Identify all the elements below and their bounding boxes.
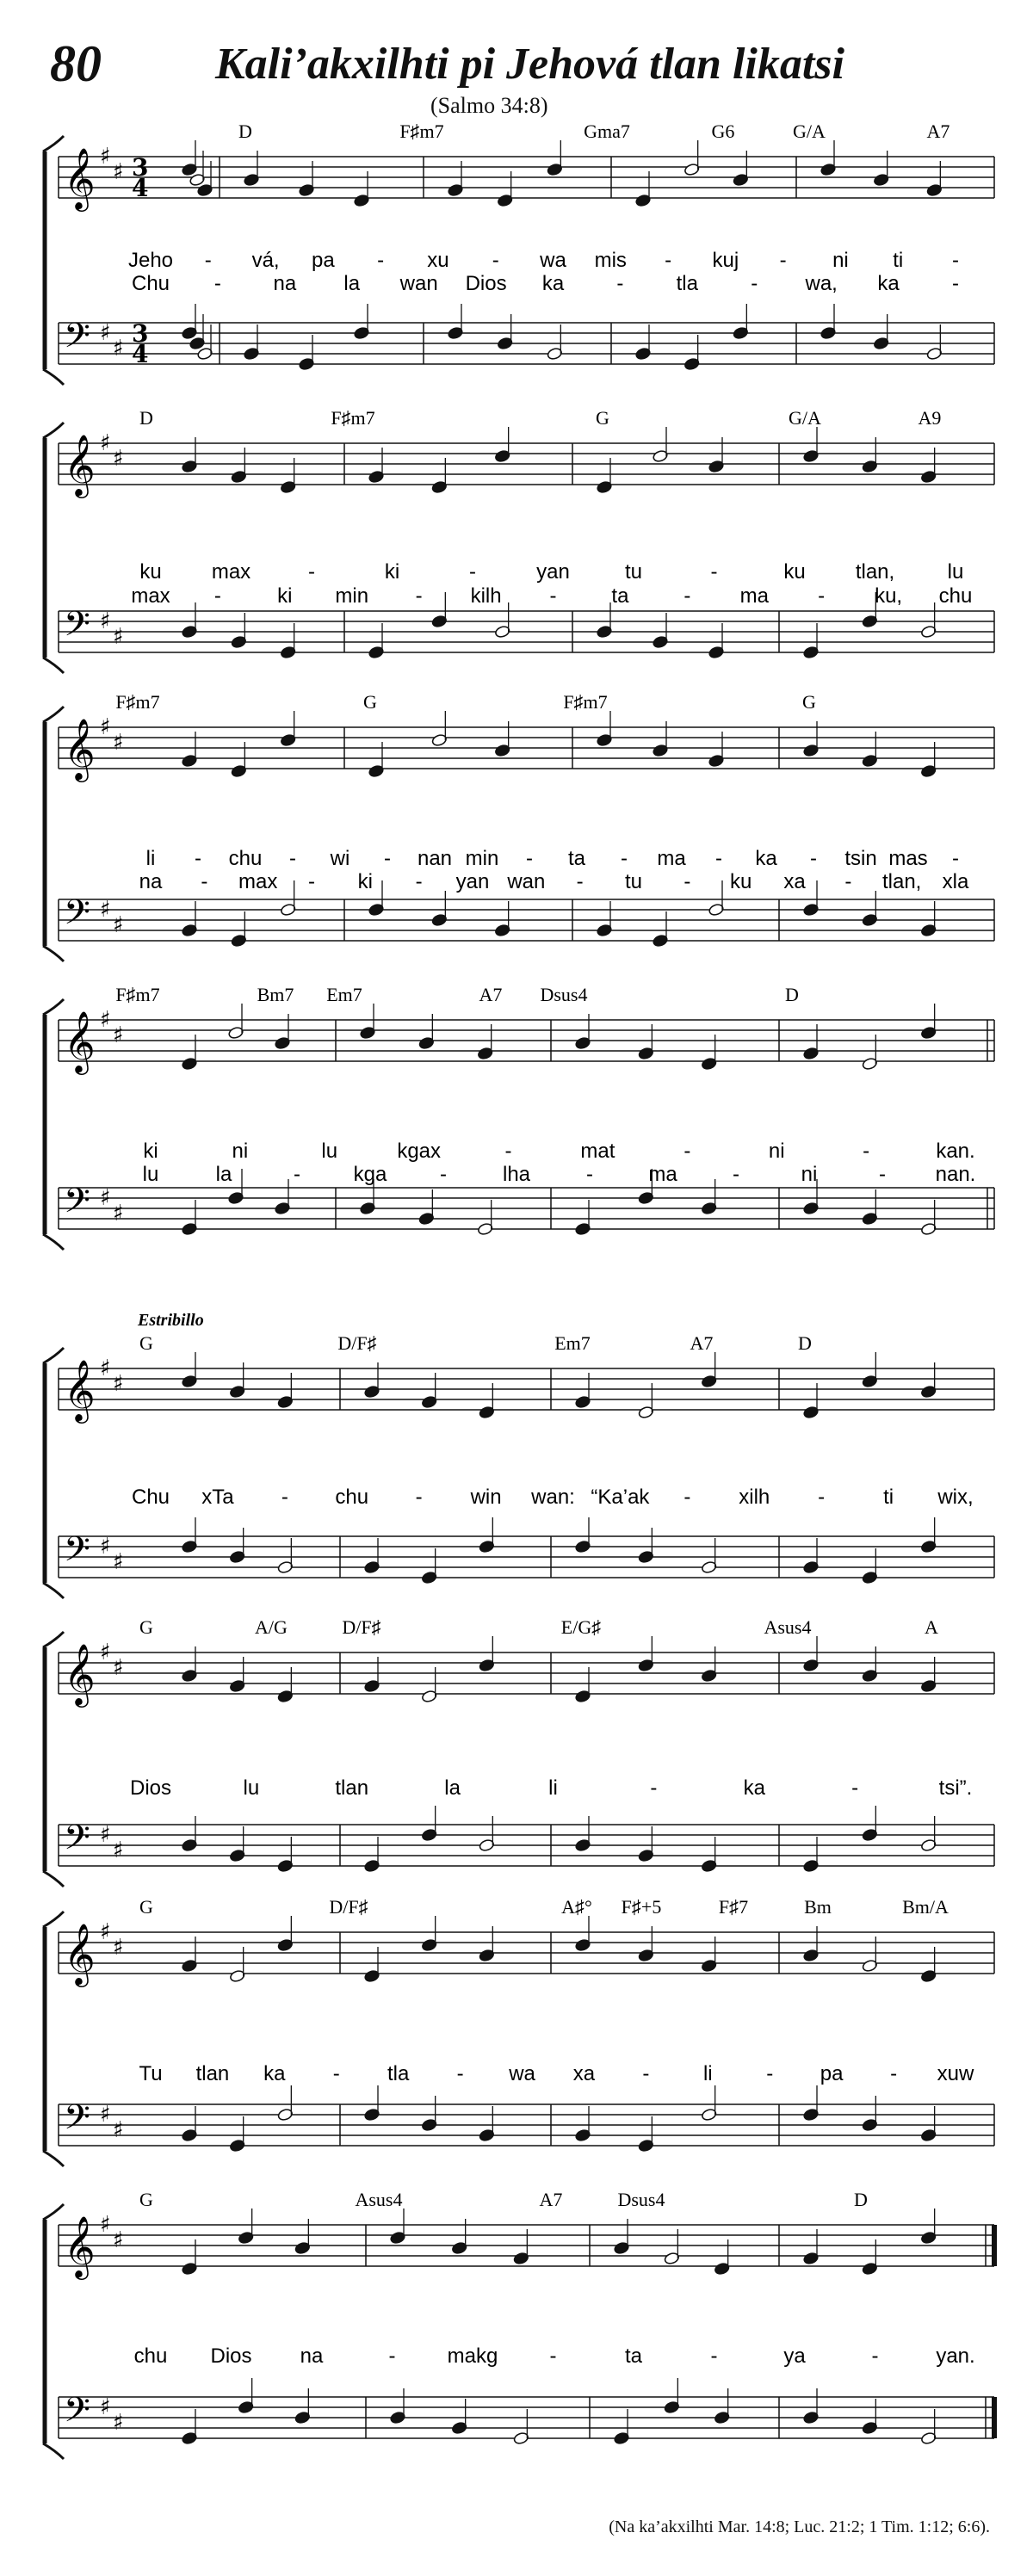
- lyric-syllable: wa,: [805, 272, 838, 295]
- lyric-syllable: ku,: [875, 584, 903, 608]
- lyric-syllable: xu: [427, 249, 449, 272]
- lyric-syllable: -: [952, 249, 959, 272]
- system-bracket: [43, 1912, 64, 1927]
- chord-symbol: F♯m7: [115, 984, 160, 1005]
- lyric-syllable: -: [289, 847, 296, 870]
- lyric-syllable: na: [300, 2344, 324, 2368]
- lyric-syllable: wan: [507, 870, 546, 893]
- bass-clef-icon: 𝄢: [64, 2390, 90, 2438]
- music-system: [43, 1311, 994, 1598]
- system-bracket: [43, 2204, 64, 2220]
- chord-symbol: Asus4: [355, 2189, 403, 2210]
- lyric-syllable: yan: [455, 870, 490, 893]
- chord-symbol: G: [802, 691, 816, 713]
- system-bracket: [43, 1871, 64, 1887]
- system-bracket: [43, 2443, 64, 2459]
- lyric-syllable: lu: [321, 1140, 338, 1163]
- lyric-syllable: ka: [263, 2062, 286, 2085]
- bass-clef-icon: 𝄢: [64, 316, 90, 364]
- bass-clef-icon: 𝄢: [64, 2097, 90, 2146]
- lyric-syllable: lu: [947, 560, 964, 584]
- chord-symbol: Bm7: [257, 984, 294, 1005]
- chord-symbol: D: [238, 120, 252, 142]
- lyric-syllable: -: [504, 1140, 512, 1163]
- sharp-icon: ♯: [100, 430, 111, 456]
- chord-symbol: D/F♯: [342, 1616, 381, 1638]
- chord-symbol: F♯m7: [399, 120, 444, 142]
- bass-clef-icon: 𝄢: [64, 1529, 90, 1578]
- lyric-syllable: kilh: [470, 584, 502, 608]
- chord-symbol: G: [139, 1616, 153, 1638]
- sharp-icon: ♯: [100, 1640, 111, 1665]
- lyric-syllable: -: [308, 560, 315, 584]
- lyric-syllable: ka: [755, 847, 777, 870]
- time-signature: 4: [132, 340, 149, 368]
- lyric-syllable: li: [548, 1776, 558, 1800]
- sharp-icon: ♯: [100, 2212, 111, 2238]
- lyric-syllable: -: [549, 584, 557, 608]
- lyric-syllable: “Ka’ak: [591, 1486, 650, 1509]
- sharp-icon: ♯: [113, 2410, 124, 2436]
- lyric-syllable: kuj: [712, 249, 739, 272]
- sharp-icon: ♯: [113, 159, 124, 185]
- system-bracket: [43, 369, 64, 385]
- sharp-icon: ♯: [113, 336, 124, 361]
- lyric-syllable: makg: [447, 2344, 498, 2368]
- chord-symbol: A7: [539, 2189, 563, 2210]
- lyric-syllable: -: [952, 847, 959, 870]
- sharp-icon: ♯: [100, 1356, 111, 1381]
- music-system: [43, 1616, 994, 1887]
- time-signature: 4: [132, 174, 149, 202]
- lyric-syllable: kgax: [397, 1140, 442, 1163]
- lyric-syllable: -: [204, 249, 212, 272]
- sharp-icon: ♯: [113, 730, 124, 756]
- lyric-syllable: wa: [509, 2062, 535, 2085]
- sharp-icon: ♯: [113, 1838, 124, 1863]
- footnote-references: (Na ka’akxilhti Mar. 14:8; Luc. 21:2; 1 Tim. 1:12; 6:6).: [609, 2517, 990, 2536]
- treble-clef-icon: 𝄞: [64, 1010, 96, 1072]
- chord-symbol: D/F♯: [337, 1332, 377, 1354]
- lyric-syllable: -: [733, 1163, 739, 1186]
- lyric-syllable: chu: [938, 584, 973, 608]
- chord-symbol: F♯m7: [115, 691, 160, 713]
- lyric-syllable: la: [215, 1163, 232, 1186]
- sharp-icon: ♯: [100, 2102, 111, 2128]
- lyric-syllable: -: [779, 249, 787, 272]
- lyric-syllable: Chu: [131, 272, 170, 295]
- lyric-syllable: win: [470, 1486, 502, 1509]
- lyric-syllable: -: [766, 2062, 774, 2085]
- lyric-syllable: -: [710, 2344, 718, 2368]
- chord-symbol: D: [854, 2189, 868, 2210]
- lyric-syllable: pa: [312, 249, 335, 272]
- sharp-icon: ♯: [113, 624, 124, 650]
- lyric-syllable: -: [715, 847, 722, 870]
- lyric-syllable: xa: [572, 2062, 596, 2085]
- treble-clef-icon: 𝄞: [64, 146, 96, 209]
- lyric-syllable: -: [388, 2344, 396, 2368]
- lyric-syllable: tlan,: [855, 560, 895, 584]
- sharp-icon: ♯: [100, 897, 111, 923]
- chord-symbol: G: [596, 407, 609, 429]
- music-system: [43, 120, 994, 385]
- lyric-syllable: -: [710, 560, 718, 584]
- lyric-syllable: tlan: [195, 2062, 230, 2085]
- chord-symbol: F♯7: [718, 1896, 749, 1918]
- chord-symbol: F♯+5: [621, 1896, 662, 1918]
- lyric-syllable: na: [139, 870, 163, 893]
- system-bracket: [43, 999, 64, 1015]
- lyric-syllable: -: [810, 847, 817, 870]
- lyric-syllable: wix,: [937, 1486, 974, 1509]
- lyric-syllable: ya: [783, 2344, 806, 2368]
- lyric-syllable: Chu: [131, 1486, 170, 1509]
- lyric-syllable: wan:: [531, 1486, 575, 1509]
- lyric-syllable: ni: [232, 1140, 249, 1163]
- bass-clef-icon: 𝄢: [64, 1818, 90, 1866]
- lyric-syllable: -: [415, 870, 423, 893]
- system-bracket: [43, 136, 64, 151]
- lyric-syllable: max: [238, 870, 278, 893]
- lyric-syllable: -: [851, 1776, 859, 1800]
- lyric-syllable: -: [492, 249, 499, 272]
- sharp-icon: ♯: [113, 1022, 124, 1048]
- treble-clef-icon: 𝄞: [64, 2215, 96, 2277]
- sharp-icon: ♯: [100, 608, 111, 634]
- sharp-icon: ♯: [113, 2117, 124, 2143]
- chord-symbol: Gma7: [584, 120, 630, 142]
- lyric-syllable: -: [879, 1163, 886, 1186]
- sharp-icon: ♯: [113, 1201, 124, 1226]
- lyric-syllable: vá,: [251, 249, 280, 272]
- chord-symbol: Em7: [554, 1332, 591, 1354]
- lyric-syllable: Tu: [139, 2062, 163, 2085]
- sharp-icon: ♯: [113, 912, 124, 938]
- lyric-syllable: ta: [611, 584, 629, 608]
- sharp-icon: ♯: [100, 320, 111, 346]
- bass-clef-icon: 𝄢: [64, 893, 90, 941]
- chord-symbol: D: [139, 407, 153, 429]
- lyric-syllable: mat: [580, 1140, 615, 1163]
- lyric-syllable: min: [465, 847, 499, 870]
- lyric-syllable: ki: [357, 870, 374, 893]
- chord-symbol: A7: [690, 1332, 714, 1354]
- lyric-syllable: xuw: [937, 2062, 974, 2085]
- lyric-syllable: tlan: [335, 1776, 369, 1800]
- sharp-icon: ♯: [100, 714, 111, 740]
- lyric-syllable: -: [201, 870, 208, 893]
- lyric-syllable: lha: [502, 1163, 531, 1186]
- lyric-syllable: -: [952, 272, 959, 295]
- lyric-syllable: lu: [243, 1776, 260, 1800]
- chord-symbol: Asus4: [764, 1616, 812, 1638]
- lyric-syllable: -: [684, 584, 691, 608]
- lyric-syllable: -: [844, 870, 852, 893]
- lyric-syllable: -: [863, 1140, 870, 1163]
- chord-symbol: Dsus4: [540, 984, 588, 1005]
- treble-clef-icon: 𝄞: [64, 1642, 96, 1705]
- lyric-syllable: -: [818, 1486, 826, 1509]
- lyric-syllable: ti: [893, 249, 904, 272]
- lyric-syllable: Dios: [210, 2344, 252, 2368]
- chord-symbol: D/F♯: [329, 1896, 368, 1918]
- system-bracket: [43, 1583, 64, 1598]
- chord-symbol: F♯m7: [563, 691, 608, 713]
- lyric-syllable: tlan,: [881, 870, 922, 893]
- sharp-icon: ♯: [100, 1534, 111, 1560]
- lyric-syllable: ma: [648, 1163, 677, 1186]
- lyric-syllable: ma: [739, 584, 769, 608]
- bass-clef-icon: 𝄢: [64, 1181, 90, 1229]
- time-signature: 3: [132, 319, 149, 348]
- lyric-syllable: ma: [657, 847, 686, 870]
- lyric-syllable: ni: [801, 1163, 818, 1186]
- lyric-syllable: yan: [536, 560, 570, 584]
- sharp-icon: ♯: [100, 144, 111, 170]
- lyric-syllable: mis: [594, 249, 627, 272]
- sharp-icon: ♯: [113, 1935, 124, 1961]
- lyric-syllable: pa: [820, 2062, 844, 2085]
- sharp-icon: ♯: [100, 1919, 111, 1945]
- lyric-syllable: lu: [142, 1163, 159, 1186]
- lyric-syllable: xa: [783, 870, 806, 893]
- treble-clef-icon: 𝄞: [64, 1358, 96, 1421]
- lyric-syllable: -: [751, 272, 758, 295]
- lyric-syllable: -: [665, 249, 672, 272]
- lyric-syllable: la: [444, 1776, 461, 1800]
- lyric-syllable: xTa: [201, 1486, 234, 1509]
- lyric-syllable: -: [890, 2062, 898, 2085]
- lyric-syllable: ni: [768, 1140, 785, 1163]
- music-system: [43, 2189, 994, 2459]
- chord-symbol: Dsus4: [617, 2189, 665, 2210]
- lyric-syllable: ki: [143, 1140, 158, 1163]
- lyric-syllable: -: [377, 249, 385, 272]
- section-label: Estribillo: [138, 1311, 204, 1330]
- sharp-icon: ♯: [100, 1185, 111, 1211]
- lyric-syllable: tu: [624, 560, 643, 584]
- lyric-syllable: -: [308, 870, 315, 893]
- system-bracket: [43, 707, 64, 722]
- lyric-syllable: kga: [353, 1163, 387, 1186]
- sharp-icon: ♯: [113, 1655, 124, 1681]
- chord-symbol: E/G♯: [560, 1616, 602, 1638]
- lyric-syllable: chu: [335, 1486, 369, 1509]
- chord-symbol: Bm/A: [902, 1896, 949, 1918]
- lyric-syllable: -: [281, 1486, 288, 1509]
- time-signature: 3: [132, 153, 149, 182]
- lyric-syllable: -: [684, 1486, 691, 1509]
- lyric-syllable: nan: [417, 847, 453, 870]
- lyric-syllable: ki: [277, 584, 293, 608]
- chord-symbol: A7: [479, 984, 503, 1005]
- lyric-syllable: ka: [877, 272, 900, 295]
- lyric-syllable: -: [195, 847, 201, 870]
- lyric-syllable: max: [211, 560, 251, 584]
- sharp-icon: ♯: [113, 2227, 124, 2253]
- lyric-syllable: -: [415, 1486, 423, 1509]
- sharp-icon: ♯: [113, 446, 124, 472]
- music-system: [43, 1896, 994, 2166]
- chord-symbol: G/A: [789, 407, 821, 429]
- system-bracket: [43, 1632, 64, 1647]
- system-bracket: [43, 2151, 64, 2166]
- lyric-syllable: -: [526, 847, 533, 870]
- lyric-syllable: Dios: [129, 1776, 172, 1800]
- lyric-syllable: na: [273, 272, 297, 295]
- chord-symbol: G: [139, 1896, 153, 1918]
- lyric-syllable: -: [871, 2344, 879, 2368]
- lyric-syllable: ka: [743, 1776, 765, 1800]
- chord-symbol: F♯m7: [331, 407, 375, 429]
- chord-symbol: G: [363, 691, 377, 713]
- lyric-syllable: ku: [729, 870, 752, 893]
- lyric-syllable: ki: [384, 560, 400, 584]
- chord-symbol: A/G: [255, 1616, 288, 1638]
- treble-clef-icon: 𝄞: [64, 433, 96, 496]
- chord-symbol: A7: [926, 120, 950, 142]
- sharp-icon: ♯: [100, 2394, 111, 2420]
- lyric-syllable: Jeho: [127, 249, 174, 272]
- lyric-syllable: chu: [133, 2344, 168, 2368]
- lyric-syllable: tla: [387, 2062, 410, 2085]
- chord-symbol: A♯°: [561, 1896, 592, 1918]
- lyric-syllable: -: [621, 847, 628, 870]
- lyric-syllable: -: [586, 1163, 593, 1186]
- bass-clef-icon: 𝄢: [64, 604, 90, 652]
- treble-clef-icon: 𝄞: [64, 717, 96, 780]
- lyric-syllable: -: [469, 560, 476, 584]
- lyric-syllable: wan: [399, 272, 438, 295]
- music-system: [43, 407, 994, 673]
- chord-symbol: Bm: [804, 1896, 832, 1918]
- lyric-syllable: ku: [783, 560, 806, 584]
- lyric-syllable: -: [456, 2062, 464, 2085]
- lyric-syllable: wa: [540, 249, 566, 272]
- lyric-syllable: kan.: [936, 1140, 975, 1163]
- lyric-syllable: ta: [567, 847, 586, 870]
- lyric-syllable: xilh: [739, 1486, 770, 1509]
- lyric-syllable: -: [294, 1163, 300, 1186]
- lyric-syllable: chu: [228, 847, 263, 870]
- lyric-syllable: -: [213, 272, 221, 295]
- sharp-icon: ♯: [113, 1371, 124, 1397]
- lyric-syllable: -: [684, 1140, 691, 1163]
- chord-symbol: D: [785, 984, 799, 1005]
- lyric-syllable: Dios: [465, 272, 507, 295]
- lyric-syllable: wi: [330, 847, 350, 870]
- sharp-icon: ♯: [100, 1007, 111, 1033]
- lyric-syllable: ni: [832, 249, 849, 272]
- chord-symbol: G: [139, 1332, 153, 1354]
- music-system: [43, 691, 994, 961]
- hymn-number: 80: [50, 35, 102, 92]
- chord-symbol: G6: [711, 120, 735, 142]
- lyric-syllable: ka: [541, 272, 565, 295]
- lyric-syllable: li: [702, 2062, 713, 2085]
- lyric-syllable: -: [384, 847, 391, 870]
- chord-symbol: G: [139, 2189, 153, 2210]
- lyric-syllable: -: [440, 1163, 447, 1186]
- lyric-syllable: -: [332, 2062, 340, 2085]
- system-bracket: [43, 1234, 64, 1250]
- lyric-syllable: ti: [883, 1486, 894, 1509]
- lyric-syllable: yan.: [936, 2344, 975, 2368]
- treble-clef-icon: 𝄞: [64, 1922, 96, 1985]
- lyric-syllable: tla: [676, 272, 699, 295]
- lyric-syllable: ku: [139, 560, 162, 584]
- system-bracket: [43, 946, 64, 961]
- system-bracket: [43, 423, 64, 438]
- chord-symbol: A: [925, 1616, 938, 1638]
- sharp-icon: ♯: [100, 1822, 111, 1848]
- chord-symbol: D: [798, 1332, 812, 1354]
- lyric-syllable: min: [335, 584, 369, 608]
- chord-symbol: Em7: [326, 984, 362, 1005]
- lyric-syllable: tsi”.: [938, 1776, 973, 1800]
- lyric-syllable: -: [818, 584, 826, 608]
- lyric-syllable: ta: [624, 2344, 643, 2368]
- lyric-syllable: tu: [624, 870, 643, 893]
- scripture-reference: (Salmo 34:8): [430, 93, 548, 118]
- lyric-syllable: -: [576, 870, 584, 893]
- chord-symbol: A9: [918, 407, 942, 429]
- lyric-syllable: tsin: [844, 847, 877, 870]
- lyric-syllable: -: [650, 1776, 658, 1800]
- lyric-syllable: xla: [942, 870, 969, 893]
- chord-symbol: G/A: [793, 120, 826, 142]
- lyric-syllable: -: [213, 584, 221, 608]
- lyric-syllable: max: [131, 584, 170, 608]
- lyric-syllable: -: [616, 272, 624, 295]
- lyric-syllable: la: [343, 272, 361, 295]
- lyric-syllable: -: [642, 2062, 650, 2085]
- lyric-syllable: -: [684, 870, 691, 893]
- music-system: [43, 984, 994, 1250]
- lyric-syllable: -: [549, 2344, 557, 2368]
- lyric-syllable: li: [145, 847, 156, 870]
- lyric-syllable: nan.: [935, 1163, 976, 1186]
- system-bracket: [43, 1348, 64, 1363]
- sharp-icon: ♯: [113, 1549, 124, 1575]
- lyric-syllable: mas: [888, 847, 928, 870]
- lyric-syllable: -: [415, 584, 423, 608]
- hymn-title: Kali’akxilhti pi Jehová tlan likatsi: [215, 40, 844, 89]
- system-bracket: [43, 658, 64, 673]
